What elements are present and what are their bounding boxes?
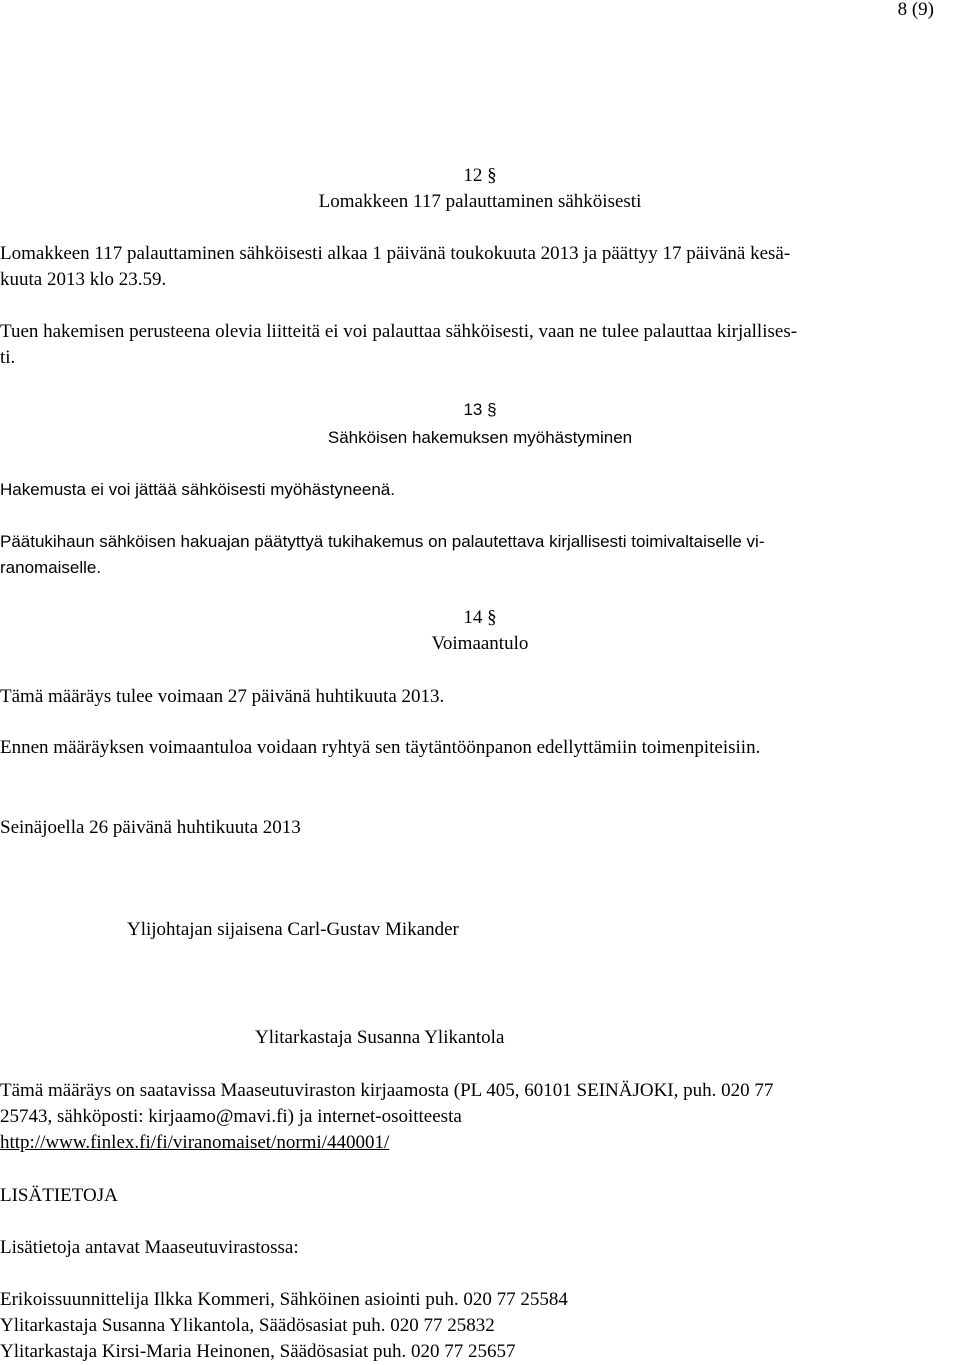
signature-senior-inspector: Ylitarkastaja Susanna Ylikantola [255,1027,505,1048]
info-heading: LISÄTIETOJA [0,1185,118,1206]
section-12-paragraph-1-line-1: Lomakkeen 117 palauttaminen sähköisesti alkaa 1 päivänä toukokuuta 2013 ja päättyy 17 päivänä kesä- [0,243,791,264]
section-13-number: 13 § [463,400,497,419]
info-intro: Lisätietoja antavat Maaseutuvirastossa: [0,1237,299,1258]
availability-line-2: 25743, sähköposti: kirjaamo@mavi.fi) ja internet-osoitteesta [0,1106,462,1127]
section-13-paragraph-1: Hakemusta ei voi jättää sähköisesti myöhästyneenä. [0,480,395,499]
section-12-paragraph-1-line-2: kuuta 2013 klo 23.59. [0,269,167,290]
section-14-title: Voimaantulo [431,633,529,654]
section-12-paragraph-2-line-1: Tuen hakemisen perusteena olevia liitteitä ei voi palauttaa sähköisesti, vaan ne tulee palauttaa kirjallises- [0,321,798,342]
section-14-paragraph-2: Ennen määräyksen voimaantuloa voidaan ryhtyä sen täytäntöönpanon edellyttämiin toimenpiteisiin. [0,737,761,758]
contact-1: Erikoissuunnittelija Ilkka Kommeri, Sähköinen asiointi puh. 020 77 25584 [0,1289,568,1310]
page-number: 8 (9) [897,0,934,20]
section-13-paragraph-2-line-2: ranomaiselle. [0,558,102,577]
place-date: Seinäjoella 26 päivänä huhtikuuta 2013 [0,817,301,838]
section-12-number: 12 § [463,165,497,186]
signature-deputy-director: Ylijohtajan sijaisena Carl-Gustav Mikander [127,919,459,940]
section-13-paragraph-2-line-1: Päätukihaun sähköisen hakuajan päätyttyä tukihakemus on palautettava kirjallisesti toimivaltaiselle vi- [0,532,765,551]
section-14-number: 14 § [463,607,497,628]
section-12-title: Lomakkeen 117 palauttaminen sähköisesti [318,191,642,212]
contact-2: Ylitarkastaja Susanna Ylikantola, Säädösasiat puh. 020 77 25832 [0,1315,495,1336]
finlex-link[interactable]: http://www.finlex.fi/fi/viranomaiset/normi/440001/ [0,1132,390,1153]
contact-3: Ylitarkastaja Kirsi-Maria Heinonen, Säädösasiat puh. 020 77 25657 [0,1341,516,1362]
section-13-title: Sähköisen hakemuksen myöhästyminen [327,428,633,447]
section-12-paragraph-2-line-2: ti. [0,347,16,368]
availability-line-1: Tämä määräys on saatavissa Maaseutuviraston kirjaamosta (PL 405, 60101 SEINÄJOKI, puh. 020 77 [0,1080,774,1101]
section-14-paragraph-1: Tämä määräys tulee voimaan 27 päivänä huhtikuuta 2013. [0,686,445,707]
